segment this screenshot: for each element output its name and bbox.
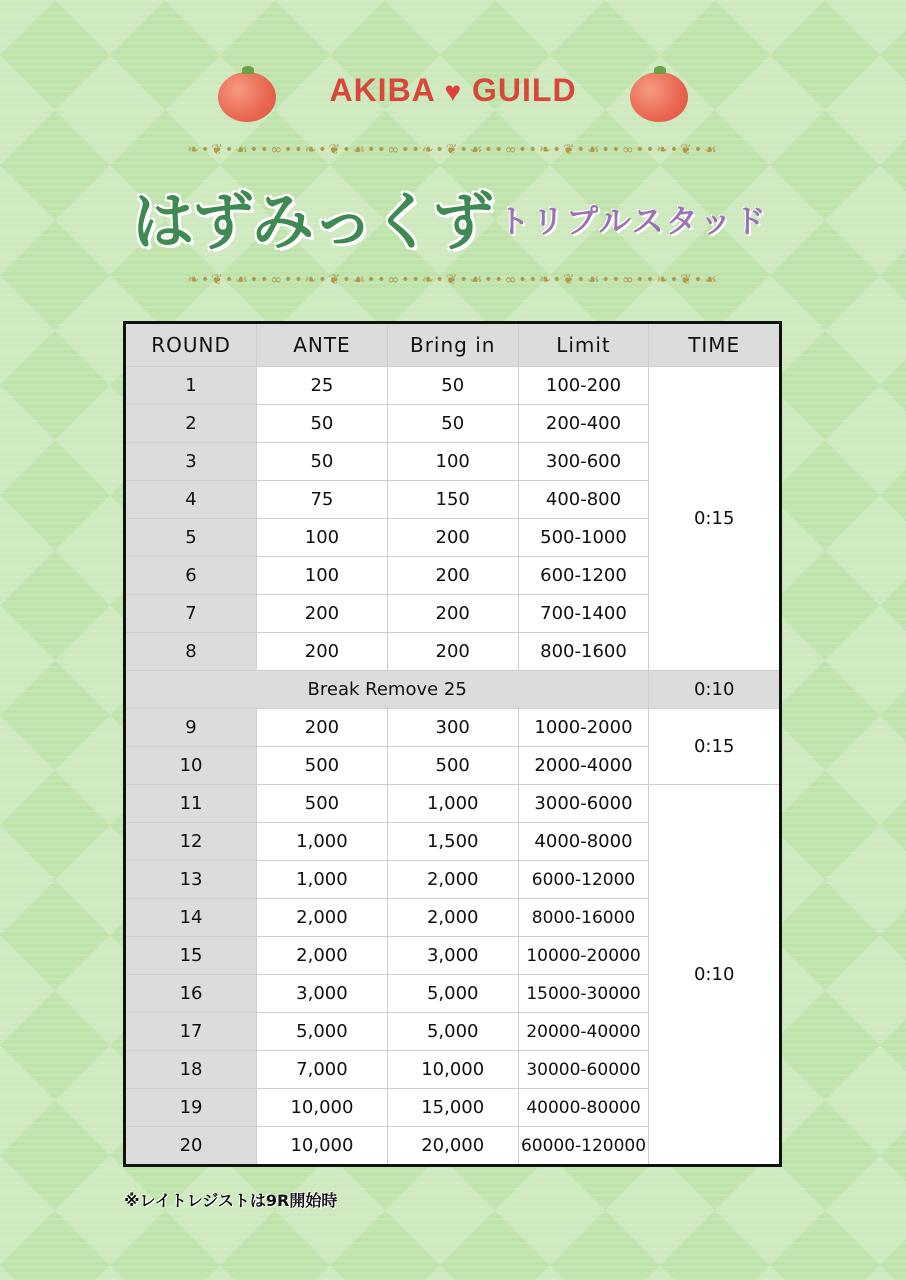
table-row [125,785,781,823]
table-cell: 1,500 [387,823,518,861]
round-cell: 6 [125,557,257,595]
table-cell: 800-1600 [518,633,649,671]
table-cell: 200 [257,709,388,747]
table-cell: 500 [387,747,518,785]
table-cell: 1,000 [387,785,518,823]
title: はずみっくず [132,185,493,258]
ornament-divider-bottom: ❧•❦•☙••∞••❧•❦•☙••∞••❧•❦•☙••∞••❧•❦•☙••∞••❧•❦•☙ [187,272,719,286]
round-cell: 16 [125,975,257,1013]
round-cell: 12 [125,823,257,861]
table-cell: 1,000 [257,823,388,861]
heart-icon: ♥ [444,76,463,107]
table-cell: 500 [257,747,388,785]
column-header: Bring in [387,323,518,367]
round-cell: 11 [125,785,257,823]
table-cell: 100 [257,557,388,595]
time-cell: 0:15 [649,367,781,671]
table-cell: 300-600 [518,443,649,481]
time-cell: 0:10 [649,785,781,1166]
table-cell: 10,000 [257,1127,388,1166]
round-cell: 3 [125,443,257,481]
round-cell: 4 [125,481,257,519]
table-cell: 100 [387,443,518,481]
table-cell: 100 [257,519,388,557]
round-cell: 19 [125,1089,257,1127]
table-cell: 200 [387,595,518,633]
break-label: Break Remove 25 [125,671,649,709]
round-cell: 13 [125,861,257,899]
table-row [125,709,781,747]
table-cell: 50 [387,367,518,405]
table-cell: 1000-2000 [518,709,649,747]
table-cell: 20000-40000 [518,1013,649,1051]
table-cell: 6000-12000 [518,861,649,899]
table-cell: 1,000 [257,861,388,899]
brand-logo [0,72,906,109]
column-header: ROUND [125,323,257,367]
table-cell: 40000-80000 [518,1089,649,1127]
table-cell: 50 [257,405,388,443]
table-cell: 200-400 [518,405,649,443]
table-cell: 500-1000 [518,519,649,557]
table-cell: 500 [257,785,388,823]
round-cell: 7 [125,595,257,633]
table-cell: 600-1200 [518,557,649,595]
table-cell: 3,000 [257,975,388,1013]
table-cell: 3,000 [387,937,518,975]
ornament-divider-top: ❧•❦•☙••∞••❧•❦•☙••∞••❧•❦•☙••∞••❧•❦•☙••∞••❧•❦•☙ [187,142,719,156]
table-cell: 30000-60000 [518,1051,649,1089]
brand-left: AKIBA [329,72,435,108]
round-cell: 17 [125,1013,257,1051]
round-cell: 2 [125,405,257,443]
round-cell: 8 [125,633,257,671]
table-cell: 150 [387,481,518,519]
round-cell: 10 [125,747,257,785]
table-cell: 2,000 [387,861,518,899]
table-cell: 15,000 [387,1089,518,1127]
table-cell: 10,000 [257,1089,388,1127]
table-cell: 2000-4000 [518,747,649,785]
subtitle: トリプルスタッド [498,202,768,240]
round-cell: 9 [125,709,257,747]
blind-structure-table [123,321,782,1167]
footnote: ※レイトレジストは9R開始時 [124,1191,338,1210]
round-cell: 15 [125,937,257,975]
table-cell: 7,000 [257,1051,388,1089]
column-header: Limit [518,323,649,367]
table-cell: 200 [387,633,518,671]
table-cell: 300 [387,709,518,747]
round-cell: 20 [125,1127,257,1166]
table-cell: 5,000 [257,1013,388,1051]
table-cell: 700-1400 [518,595,649,633]
table-cell: 75 [257,481,388,519]
table-cell: 2,000 [387,899,518,937]
table-cell: 10000-20000 [518,937,649,975]
round-cell: 14 [125,899,257,937]
column-header: TIME [649,323,781,367]
round-cell: 1 [125,367,257,405]
table-cell: 3000-6000 [518,785,649,823]
break-time: 0:10 [649,671,781,709]
table-cell: 50 [257,443,388,481]
table-cell: 5,000 [387,1013,518,1051]
round-cell: 18 [125,1051,257,1089]
table-cell: 200 [257,633,388,671]
table-cell: 10,000 [387,1051,518,1089]
table-cell: 200 [387,519,518,557]
table-cell: 20,000 [387,1127,518,1166]
table-cell: 25 [257,367,388,405]
table-cell: 2,000 [257,937,388,975]
table-cell: 5,000 [387,975,518,1013]
table-cell: 200 [257,595,388,633]
brand-right: GUILD [472,72,577,108]
table-cell: 50 [387,405,518,443]
table-cell: 15000-30000 [518,975,649,1013]
table-cell: 100-200 [518,367,649,405]
break-row [125,671,781,709]
table-cell: 400-800 [518,481,649,519]
table-cell: 200 [387,557,518,595]
table-cell: 8000-16000 [518,899,649,937]
round-cell: 5 [125,519,257,557]
time-cell: 0:15 [649,709,781,785]
table-cell: 4000-8000 [518,823,649,861]
table-cell: 2,000 [257,899,388,937]
table-row [125,367,781,405]
column-header: ANTE [257,323,388,367]
table-cell: 60000-120000 [518,1127,649,1166]
